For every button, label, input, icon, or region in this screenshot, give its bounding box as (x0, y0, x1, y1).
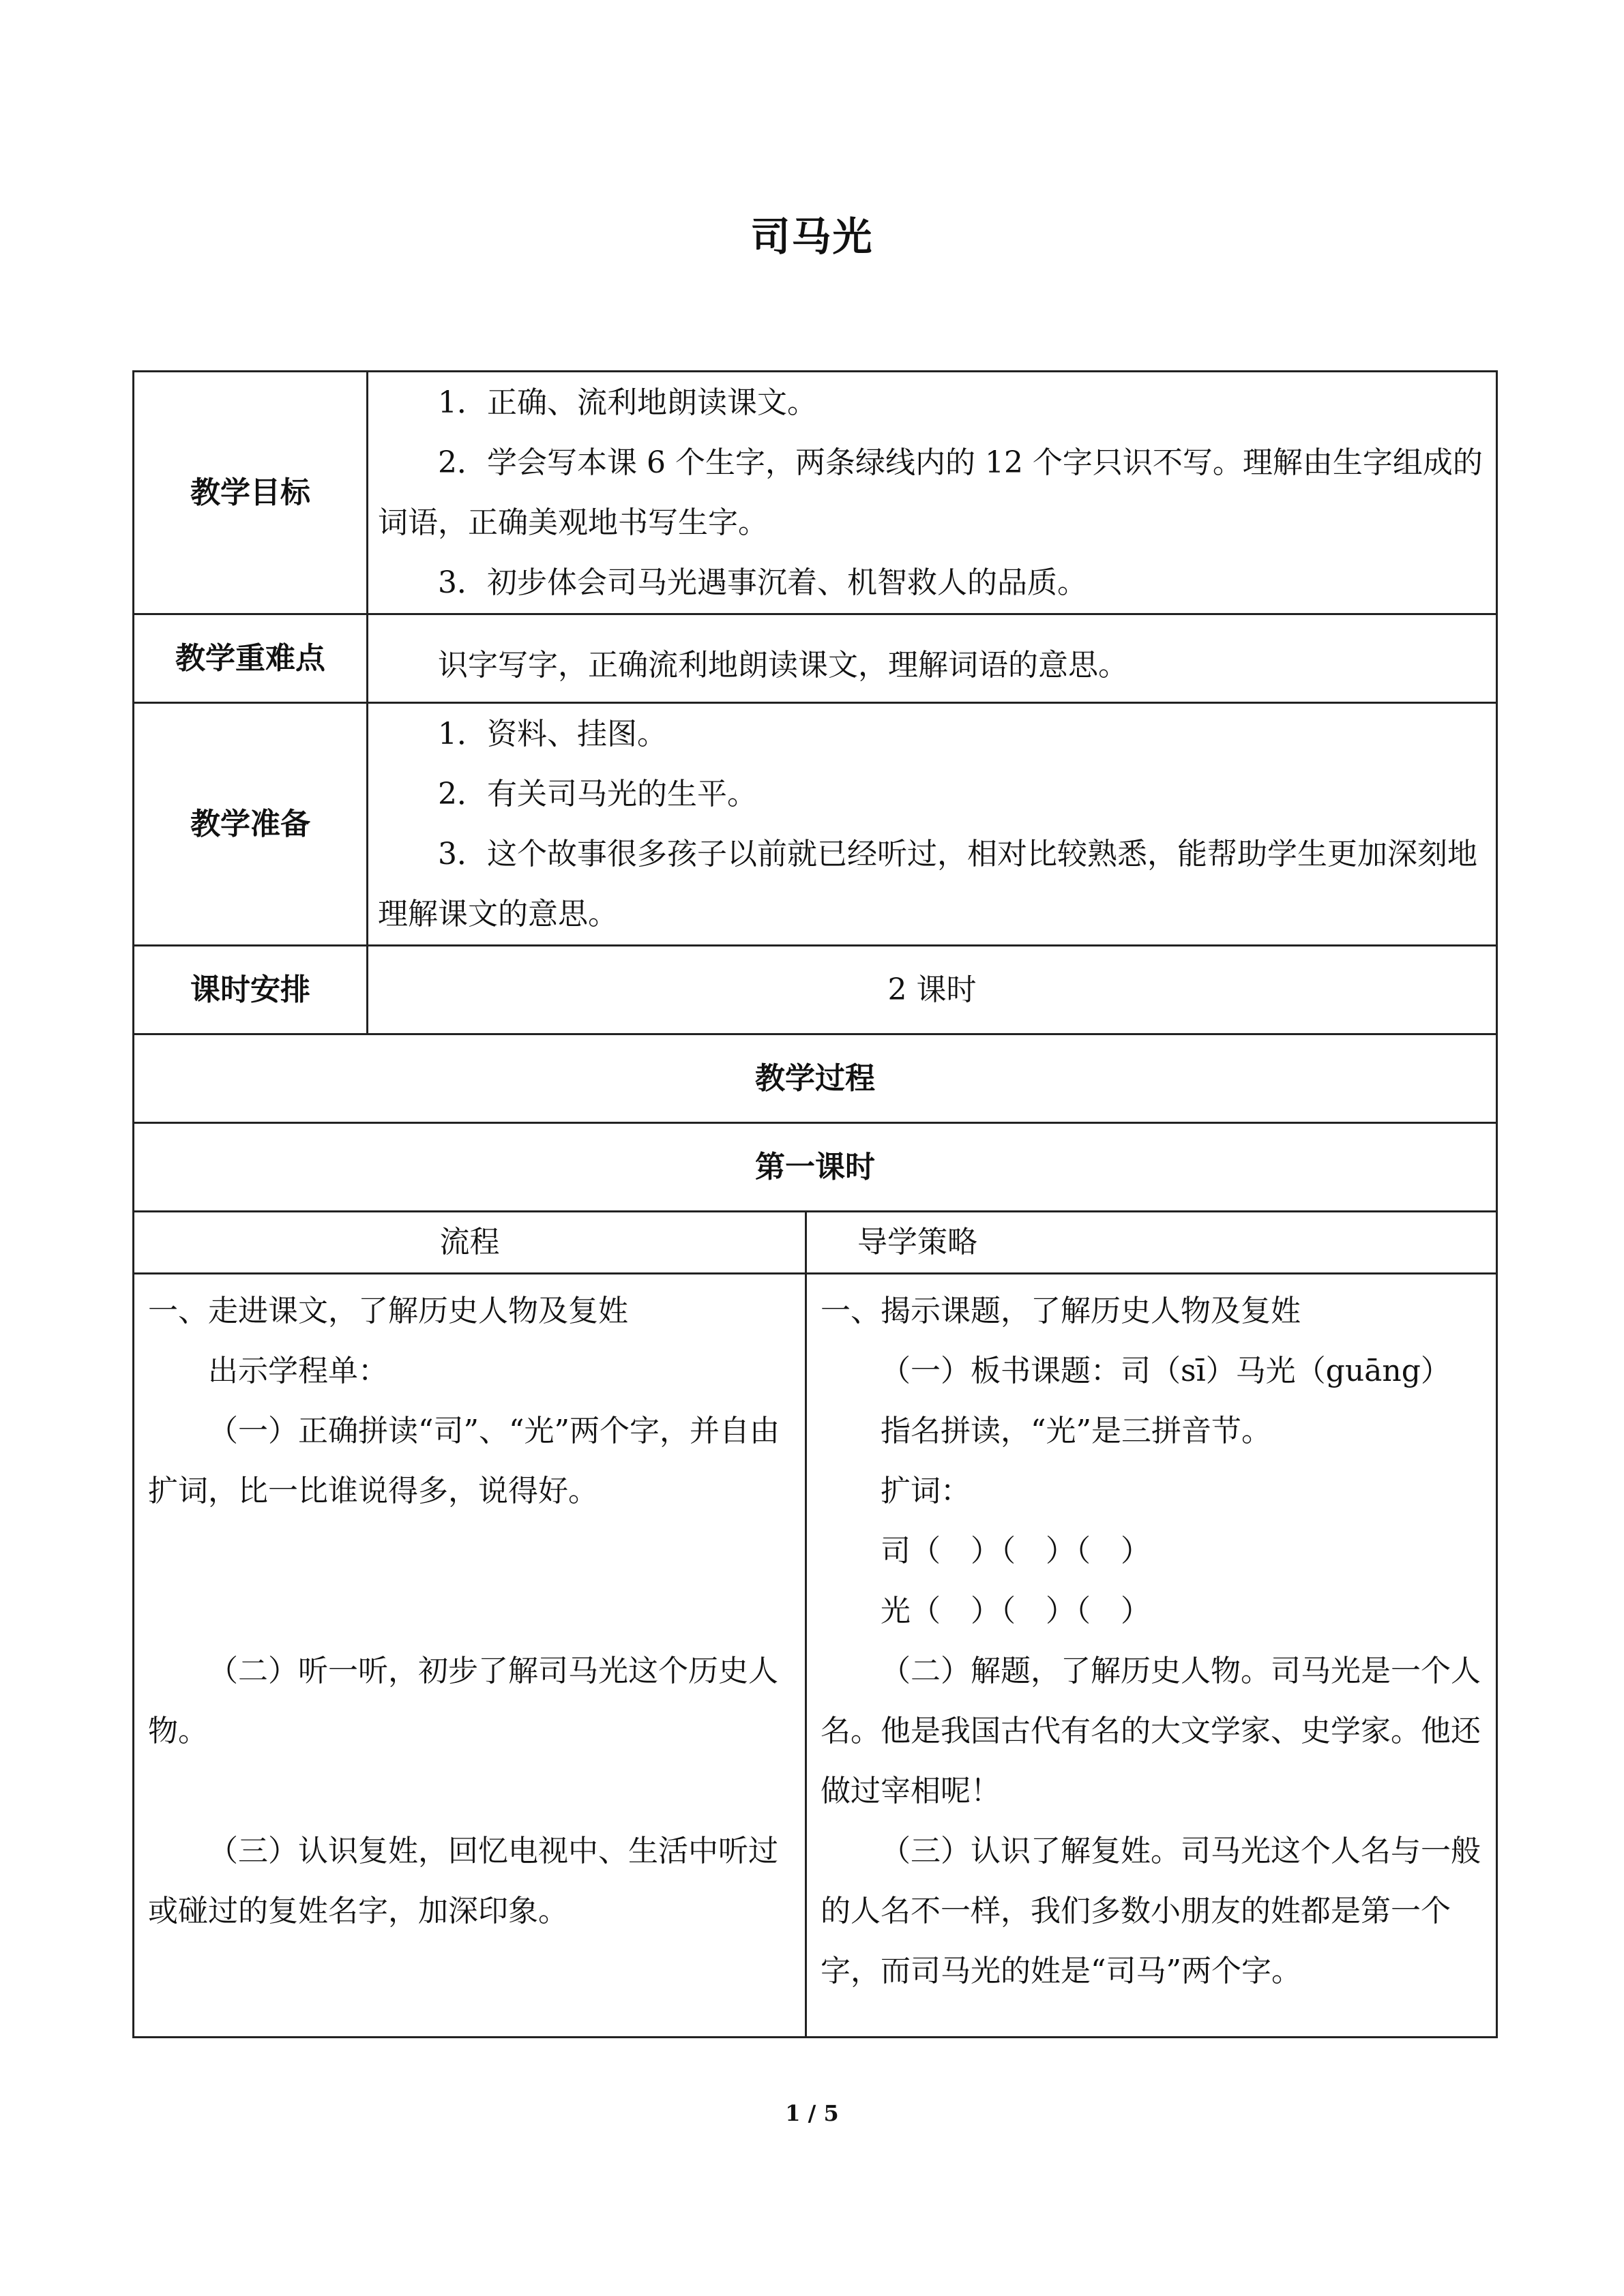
strategy-column (806, 1274, 1497, 2038)
key-points-text: 识字写字，正确流利地朗读课文，理解词语的意思。 (438, 647, 1128, 683)
key-points-content (368, 614, 1497, 703)
left-step-2: （二）听一听，初步了解司马光这个历史人物。 (148, 1654, 778, 1748)
process-heading: 教学过程 (134, 1034, 1497, 1123)
label-preparation: 教学准备 (134, 703, 368, 946)
right-step-2: （二）解题，了解历史人物。司马光是一个人名。他是我国古代有名的大文学家、史学家。他还做过宰相呢！ (821, 1654, 1481, 1808)
left-heading: 一、走进课文，了解历史人物及复姓 (148, 1294, 628, 1328)
prep-item-1: 1．资料、挂图。 (438, 716, 667, 751)
left-intro: 出示学程单： (208, 1354, 388, 1388)
row-process-heading (134, 1034, 1497, 1123)
left-spacer (148, 1761, 794, 1821)
column-header-process: 流程 (134, 1212, 806, 1274)
left-step-3: （三）认识复姓，回忆电视中、生活中听过或碰过的复姓名字，加深印象。 (148, 1834, 778, 1928)
row-process-content (134, 1274, 1497, 2038)
right-read: 指名拼读，“光”是三拼音节。 (881, 1414, 1271, 1448)
goal-item-3: 3．初步体会司马光遇事沉着、机智救人的品质。 (438, 565, 1087, 600)
row-preparation (134, 703, 1497, 946)
lesson-plan-table (132, 370, 1498, 2038)
label-schedule: 课时安排 (134, 946, 368, 1034)
process-column (134, 1274, 806, 2038)
left-spacer (148, 1521, 794, 1581)
right-expand-label: 扩词： (881, 1474, 971, 1508)
prep-item-3: 3．这个故事很多孩子以前就已经听过，相对比较熟悉，能帮助学生更加深刻地理解课文的意思。 (378, 836, 1477, 931)
right-expand-si: 司（ ）（ ）（ ） (881, 1534, 1151, 1568)
prep-item-2: 2．有关司马光的生平。 (438, 776, 757, 811)
row-lesson-heading (134, 1123, 1497, 1212)
teaching-goals-content (368, 372, 1497, 614)
column-header-strategy: 导学策略 (806, 1212, 1497, 1274)
page-number: 1 / 5 (785, 2100, 839, 2126)
schedule-value: 2 课时 (368, 946, 1497, 1034)
goal-item-2: 2．学会写本课 6 个生字，两条绿线内的 12 个字只识不写。理解由生字组成的词语，正确美观地书写生字。 (378, 445, 1483, 540)
right-step-1: （一）板书课题：司（sī）马光（guāng） (881, 1354, 1451, 1388)
preparation-content (368, 703, 1497, 946)
label-teaching-goals: 教学目标 (134, 372, 368, 614)
left-spacer (148, 1581, 794, 1641)
left-step-1: （一）正确拼读“司”、“光”两个字，并自由扩词，比一比谁说得多，说得好。 (148, 1414, 780, 1508)
right-heading: 一、揭示课题，了解历史人物及复姓 (821, 1294, 1301, 1328)
row-key-points (134, 614, 1497, 703)
row-teaching-goals (134, 372, 1497, 614)
right-step-3: （三）认识了解复姓。司马光这个人名与一般的人名不一样，我们多数小朋友的姓都是第一个字，而司马光的姓是“司马”两个字。 (821, 1834, 1481, 1988)
goal-item-1: 1．正确、流利地朗读课文。 (438, 385, 817, 420)
label-key-points: 教学重难点 (134, 614, 368, 703)
lesson-heading: 第一课时 (134, 1123, 1497, 1212)
right-expand-guang: 光（ ）（ ）（ ） (881, 1594, 1151, 1628)
row-column-headers (134, 1212, 1497, 1274)
document-title: 司马光 (750, 213, 874, 260)
row-schedule (134, 946, 1497, 1034)
